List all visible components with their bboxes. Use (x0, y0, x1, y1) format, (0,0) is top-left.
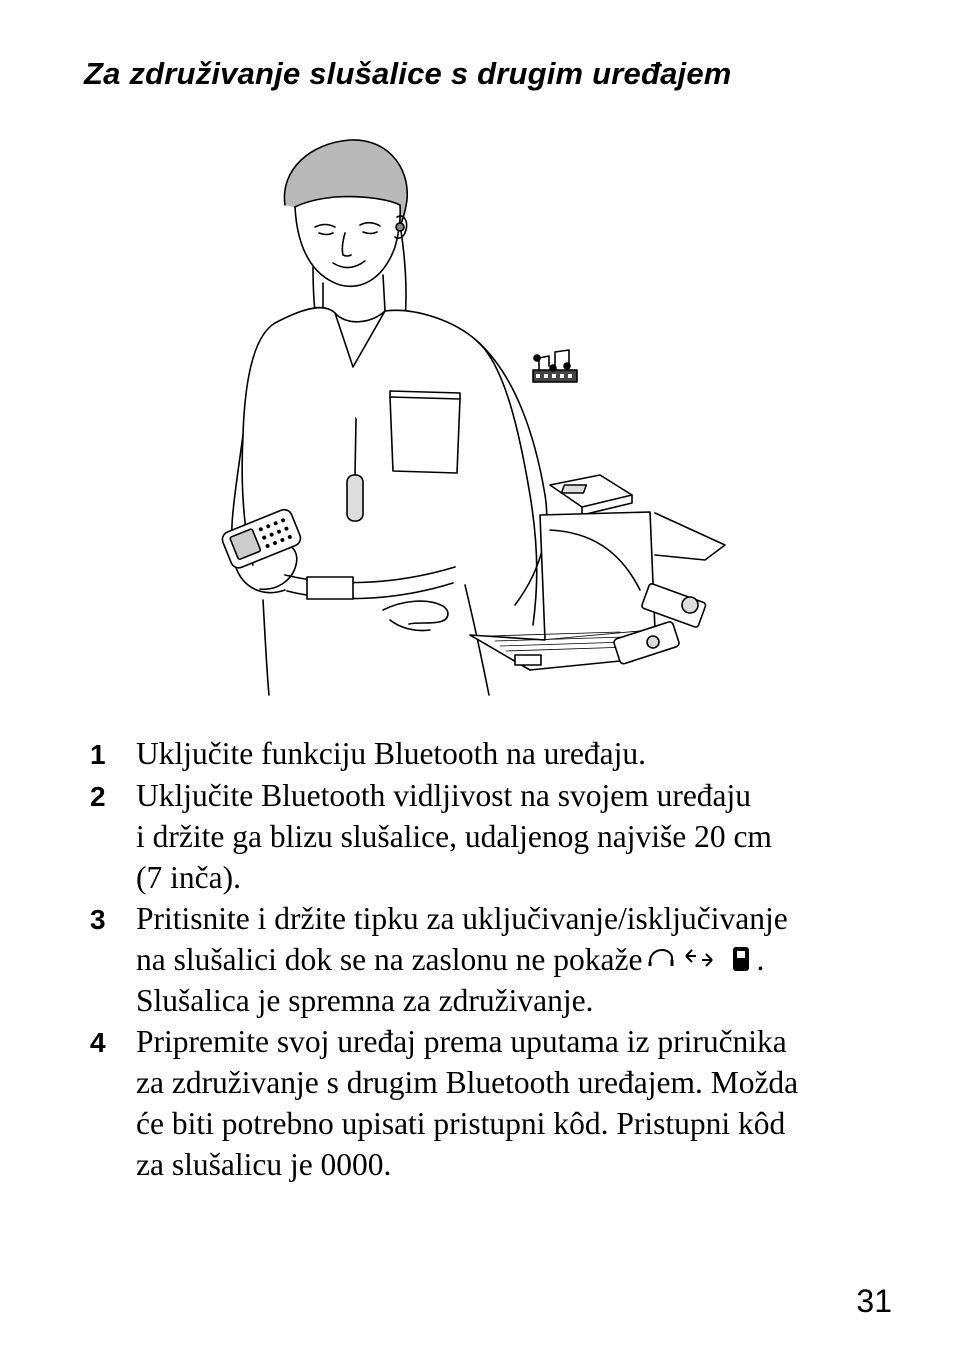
step-text (136, 1021, 798, 1185)
step-number: 1 (90, 739, 106, 770)
step-text (136, 733, 646, 774)
step-line: Uključite Bluetooth vidljivost na svojem uređaju (136, 778, 752, 813)
step-text (136, 898, 788, 1021)
step-text (136, 775, 772, 898)
step-3 (90, 898, 900, 1021)
step-line: Pritisnite i držite tipku za uključivanje/isključivanje (136, 901, 788, 936)
step-1 (90, 733, 900, 775)
music-video-icon (533, 350, 577, 382)
step-number: 3 (90, 904, 106, 935)
step-line: i držite ga blizu slušalice, udaljenog najviše 20 cm (136, 819, 772, 854)
step-line: (7 inča). (136, 860, 241, 895)
step-2 (90, 775, 900, 898)
pairing-steps-list (90, 733, 900, 1185)
headset-pairing-illustration (215, 135, 735, 700)
step-line: Pripremite svoj uređaj prema uputama iz priručnika (136, 1024, 787, 1059)
step-line: Slušalica je spremna za združivanje. (136, 983, 594, 1018)
step-line-text: na slušalici dok se na zaslonu ne pokaže (136, 942, 643, 977)
page-number: 31 (856, 1283, 892, 1319)
step-number: 2 (90, 781, 106, 812)
pairing-indicator-icon (646, 944, 754, 974)
step-line: za slušalicu je 0000. (136, 1147, 392, 1182)
step-line: za združivanje s drugim Bluetooth uređajem. Možda (136, 1065, 799, 1100)
section-heading: Za združivanje slušalice s drugim uređajem (84, 56, 732, 91)
step-line: će biti potrebno upisati pristupni kôd. Pristupni kôd (136, 1106, 786, 1141)
step-number: 4 (90, 1027, 106, 1058)
step-line: Uključite funkciju Bluetooth na uređaju. (136, 736, 646, 771)
step-4 (90, 1021, 900, 1185)
step-line (136, 939, 788, 980)
step-line-period: . (756, 942, 765, 977)
